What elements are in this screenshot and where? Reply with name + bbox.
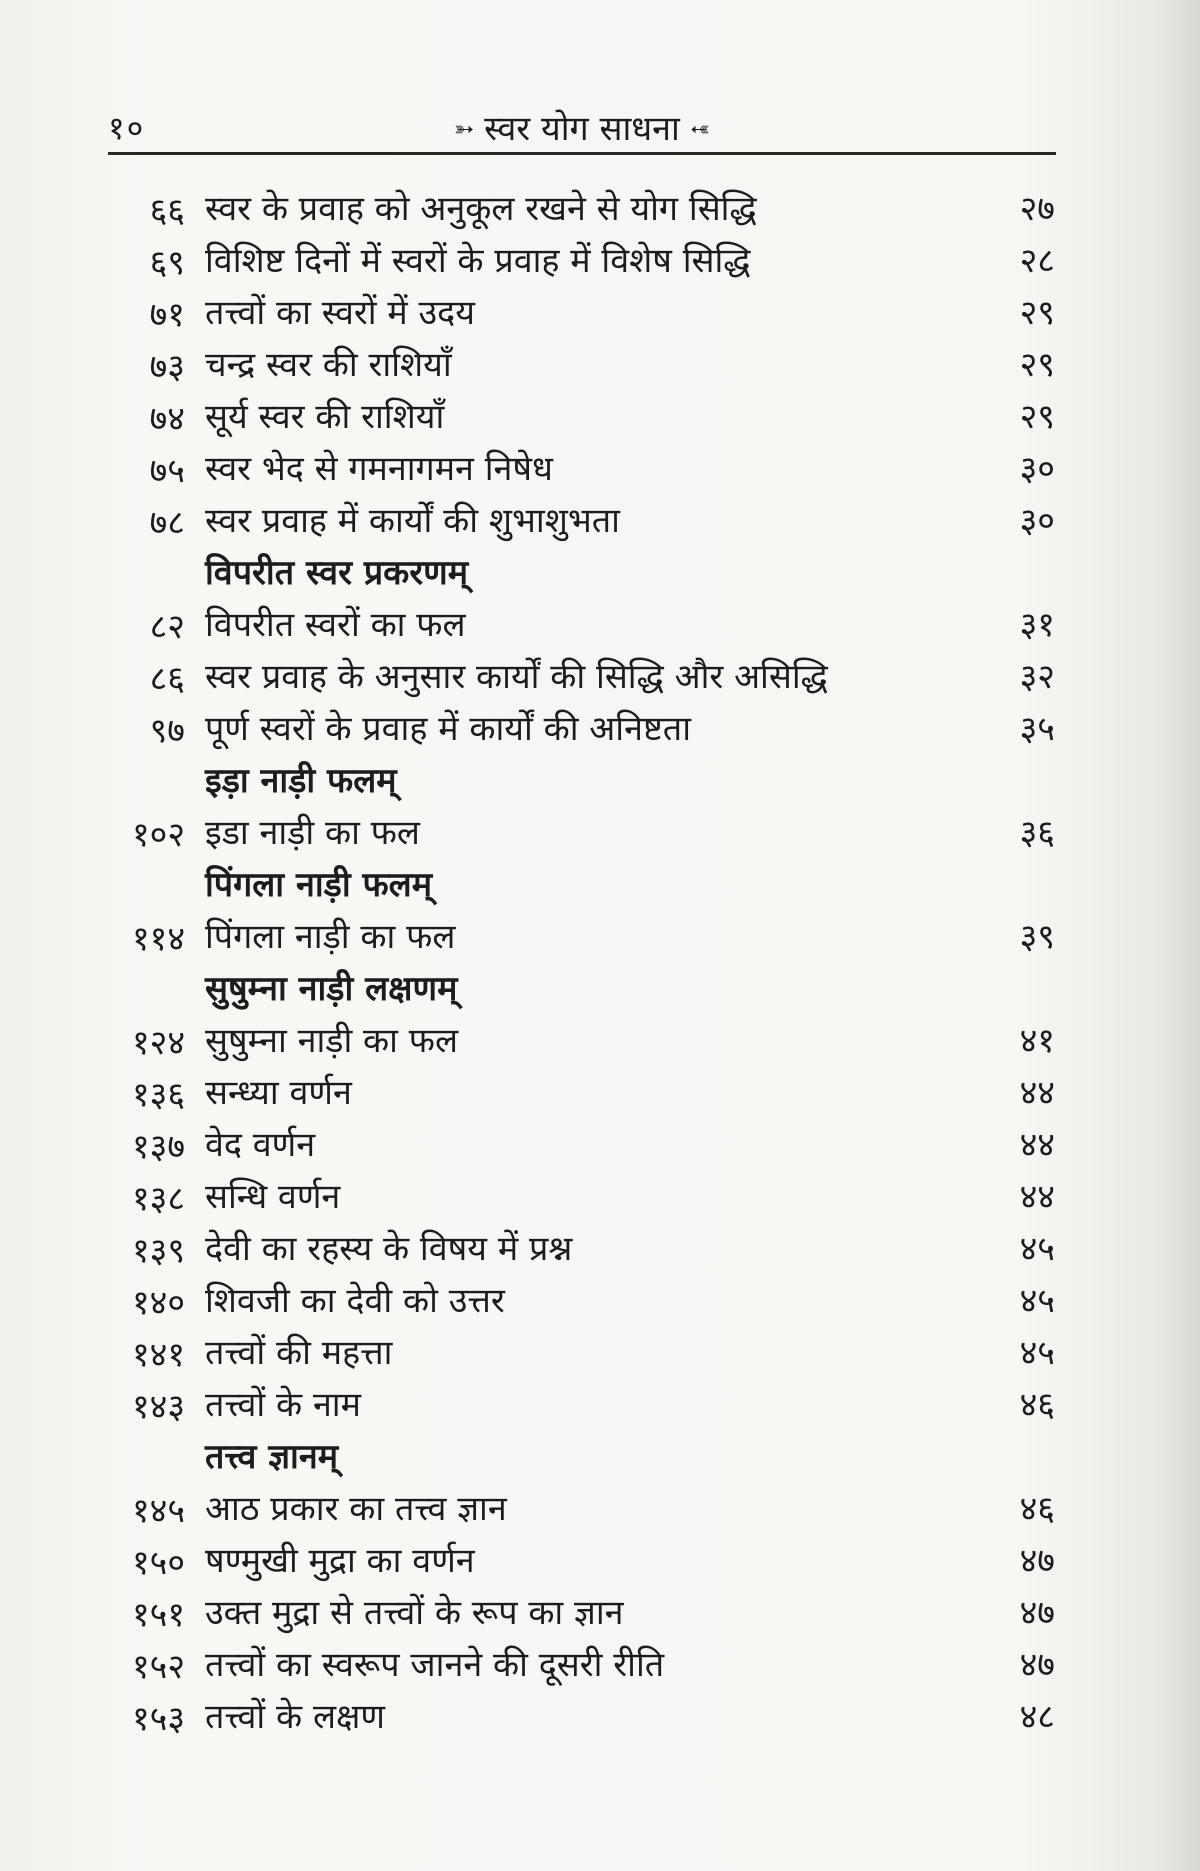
- toc-verse-number: १२४: [131, 1023, 185, 1063]
- toc-verse-number: १४१: [131, 1335, 185, 1375]
- toc-entry: [0, 232, 1200, 284]
- toc-section-heading: [0, 752, 1200, 804]
- toc-entry: [0, 1376, 1200, 1428]
- toc-verse-number: ७१: [149, 295, 185, 335]
- toc-page-number: २९: [1019, 397, 1055, 437]
- toc-section-heading: [0, 856, 1200, 908]
- toc-entry: [0, 1636, 1200, 1688]
- toc-page-number: २७: [1019, 189, 1055, 229]
- toc-entry: [0, 1480, 1200, 1532]
- toc-page-number: ४७: [1019, 1541, 1055, 1581]
- toc-entry: [0, 180, 1200, 232]
- toc-entry-title: तत्त्वों के नाम: [205, 1385, 361, 1425]
- page-number: १०: [108, 109, 146, 147]
- toc-entry: [0, 804, 1200, 856]
- toc-page-number: ३१: [1019, 605, 1055, 645]
- toc-entry-title: तत्त्वों का स्वरों में उदय: [205, 293, 475, 333]
- toc-page-number: ३५: [1019, 709, 1055, 749]
- toc-entry-title: आठ प्रकार का तत्त्व ज्ञान: [205, 1489, 507, 1529]
- table-of-contents: [0, 180, 1200, 1740]
- toc-entry-title: तत्त्वों का स्वरूप जानने की दूसरी रीति: [205, 1645, 665, 1685]
- toc-verse-number: १४५: [131, 1491, 185, 1531]
- toc-page-number: ४१: [1019, 1021, 1055, 1061]
- toc-entry: [0, 648, 1200, 700]
- toc-entry-title: सूर्य स्वर की राशियाँ: [205, 397, 445, 437]
- fleuron-left-icon: ➳: [454, 115, 475, 143]
- toc-page-number: ३२: [1019, 657, 1055, 697]
- toc-entry-title: देवी का रहस्य के विषय में प्रश्न: [205, 1229, 573, 1269]
- toc-entry-title: उक्त मुद्रा से तत्त्वों के रूप का ज्ञान: [205, 1593, 624, 1633]
- toc-entry-title: तत्त्वों की महत्ता: [205, 1333, 393, 1373]
- toc-page-number: ४५: [1019, 1333, 1055, 1373]
- toc-verse-number: ११४: [131, 919, 185, 959]
- toc-page-number: ४८: [1019, 1697, 1055, 1737]
- toc-page-number: ४४: [1019, 1073, 1055, 1113]
- toc-entry-title: सुषुम्ना नाड़ी का फल: [205, 1021, 459, 1061]
- running-title-text: स्वर योग साधना: [484, 109, 680, 149]
- toc-entry: [0, 284, 1200, 336]
- toc-page-number: ४७: [1019, 1645, 1055, 1685]
- toc-entry-title: स्वर के प्रवाह को अनुकूल रखने से योग सिद्धि: [205, 189, 757, 229]
- toc-entry-title: स्वर प्रवाह के अनुसार कार्यों की सिद्धि और असिद्धि: [205, 657, 828, 697]
- toc-entry: [0, 388, 1200, 440]
- toc-entry-title: तत्त्वों के लक्षण: [205, 1697, 385, 1737]
- fleuron-right-icon: ➳: [689, 115, 710, 143]
- toc-entry: [0, 1064, 1200, 1116]
- toc-entry-title: चन्द्र स्वर की राशियाँ: [205, 345, 452, 385]
- toc-verse-number: १५१: [131, 1595, 185, 1635]
- toc-entry: [0, 1688, 1200, 1740]
- toc-page-number: ३०: [1019, 449, 1055, 489]
- toc-page-number: २८: [1019, 241, 1055, 281]
- toc-entry: [0, 908, 1200, 960]
- toc-page-number: ४५: [1019, 1281, 1055, 1321]
- toc-entry: [0, 1324, 1200, 1376]
- toc-section-heading: [0, 960, 1200, 1012]
- page-header: [108, 100, 1056, 155]
- toc-page-number: ३६: [1019, 813, 1055, 853]
- toc-entry-title: सन्धि वर्णन: [205, 1177, 341, 1217]
- toc-entry-title: शिवजी का देवी को उत्तर: [205, 1281, 505, 1321]
- toc-entry: [0, 1584, 1200, 1636]
- toc-page-number: ४६: [1019, 1385, 1055, 1425]
- toc-verse-number: ९७: [149, 711, 185, 751]
- toc-page-number: ४५: [1019, 1229, 1055, 1269]
- running-title: [108, 104, 1056, 150]
- toc-verse-number: ८६: [149, 659, 185, 699]
- toc-entry: [0, 700, 1200, 752]
- toc-verse-number: १५२: [131, 1647, 185, 1687]
- toc-entry: [0, 596, 1200, 648]
- toc-section-heading: [0, 1428, 1200, 1480]
- toc-verse-number: १४३: [131, 1387, 185, 1427]
- toc-page-number: ४४: [1019, 1125, 1055, 1165]
- toc-entry-title: विशिष्ट दिनों में स्वरों के प्रवाह में विशेष सिद्धि: [205, 241, 751, 281]
- toc-entry: [0, 1012, 1200, 1064]
- toc-entry-title: सन्ध्या वर्णन: [205, 1073, 352, 1113]
- toc-verse-number: १३७: [131, 1127, 185, 1167]
- toc-page-number: ३९: [1019, 917, 1055, 957]
- toc-entry-title: वेद वर्णन: [205, 1125, 316, 1165]
- toc-entry: [0, 1532, 1200, 1584]
- toc-page-number: २९: [1019, 293, 1055, 333]
- toc-page-number: २९: [1019, 345, 1055, 385]
- toc-entry: [0, 1220, 1200, 1272]
- toc-page-number: ४७: [1019, 1593, 1055, 1633]
- toc-entry: [0, 440, 1200, 492]
- toc-section-title: तत्त्व ज्ञानम्: [205, 1437, 339, 1477]
- toc-entry-title: इडा नाड़ी का फल: [205, 813, 420, 853]
- toc-verse-number: ८२: [149, 607, 185, 647]
- toc-verse-number: १३९: [131, 1231, 185, 1271]
- toc-verse-number: ६६: [149, 191, 185, 231]
- toc-verse-number: १५०: [131, 1543, 185, 1583]
- toc-entry: [0, 1272, 1200, 1324]
- toc-verse-number: १४०: [131, 1283, 185, 1323]
- toc-entry: [0, 1168, 1200, 1220]
- toc-verse-number: १३६: [131, 1075, 185, 1115]
- toc-entry: [0, 1116, 1200, 1168]
- toc-section-title: सुषुम्ना नाड़ी लक्षणम्: [205, 969, 458, 1009]
- toc-section-title: पिंगला नाड़ी फलम्: [205, 865, 433, 905]
- toc-entry-title: स्वर भेद से गमनागमन निषेध: [205, 449, 553, 489]
- toc-page-number: ४४: [1019, 1177, 1055, 1217]
- toc-verse-number: १३८: [131, 1179, 185, 1219]
- toc-verse-number: ७८: [149, 503, 185, 543]
- toc-verse-number: ७३: [149, 347, 185, 387]
- toc-entry-title: पिंगला नाड़ी का फल: [205, 917, 456, 957]
- toc-entry-title: विपरीत स्वरों का फल: [205, 605, 466, 645]
- toc-entry: [0, 336, 1200, 388]
- toc-entry: [0, 492, 1200, 544]
- toc-verse-number: ७५: [149, 451, 185, 491]
- toc-entry-title: स्वर प्रवाह में कार्यों की शुभाशुभता: [205, 501, 620, 541]
- toc-verse-number: ७४: [149, 399, 185, 439]
- toc-entry-title: षण्मुखी मुद्रा का वर्णन: [205, 1541, 475, 1581]
- toc-verse-number: १०२: [131, 815, 185, 855]
- toc-entry-title: पूर्ण स्वरों के प्रवाह में कार्यों की अनिष्टता: [205, 709, 691, 749]
- toc-section-heading: [0, 544, 1200, 596]
- toc-section-title: इड़ा नाड़ी फलम्: [205, 761, 397, 801]
- toc-page-number: ४६: [1019, 1489, 1055, 1529]
- toc-section-title: विपरीत स्वर प्रकरणम्: [205, 553, 469, 593]
- toc-verse-number: १५३: [131, 1699, 185, 1739]
- toc-page-number: ३०: [1019, 501, 1055, 541]
- toc-verse-number: ६९: [149, 243, 185, 283]
